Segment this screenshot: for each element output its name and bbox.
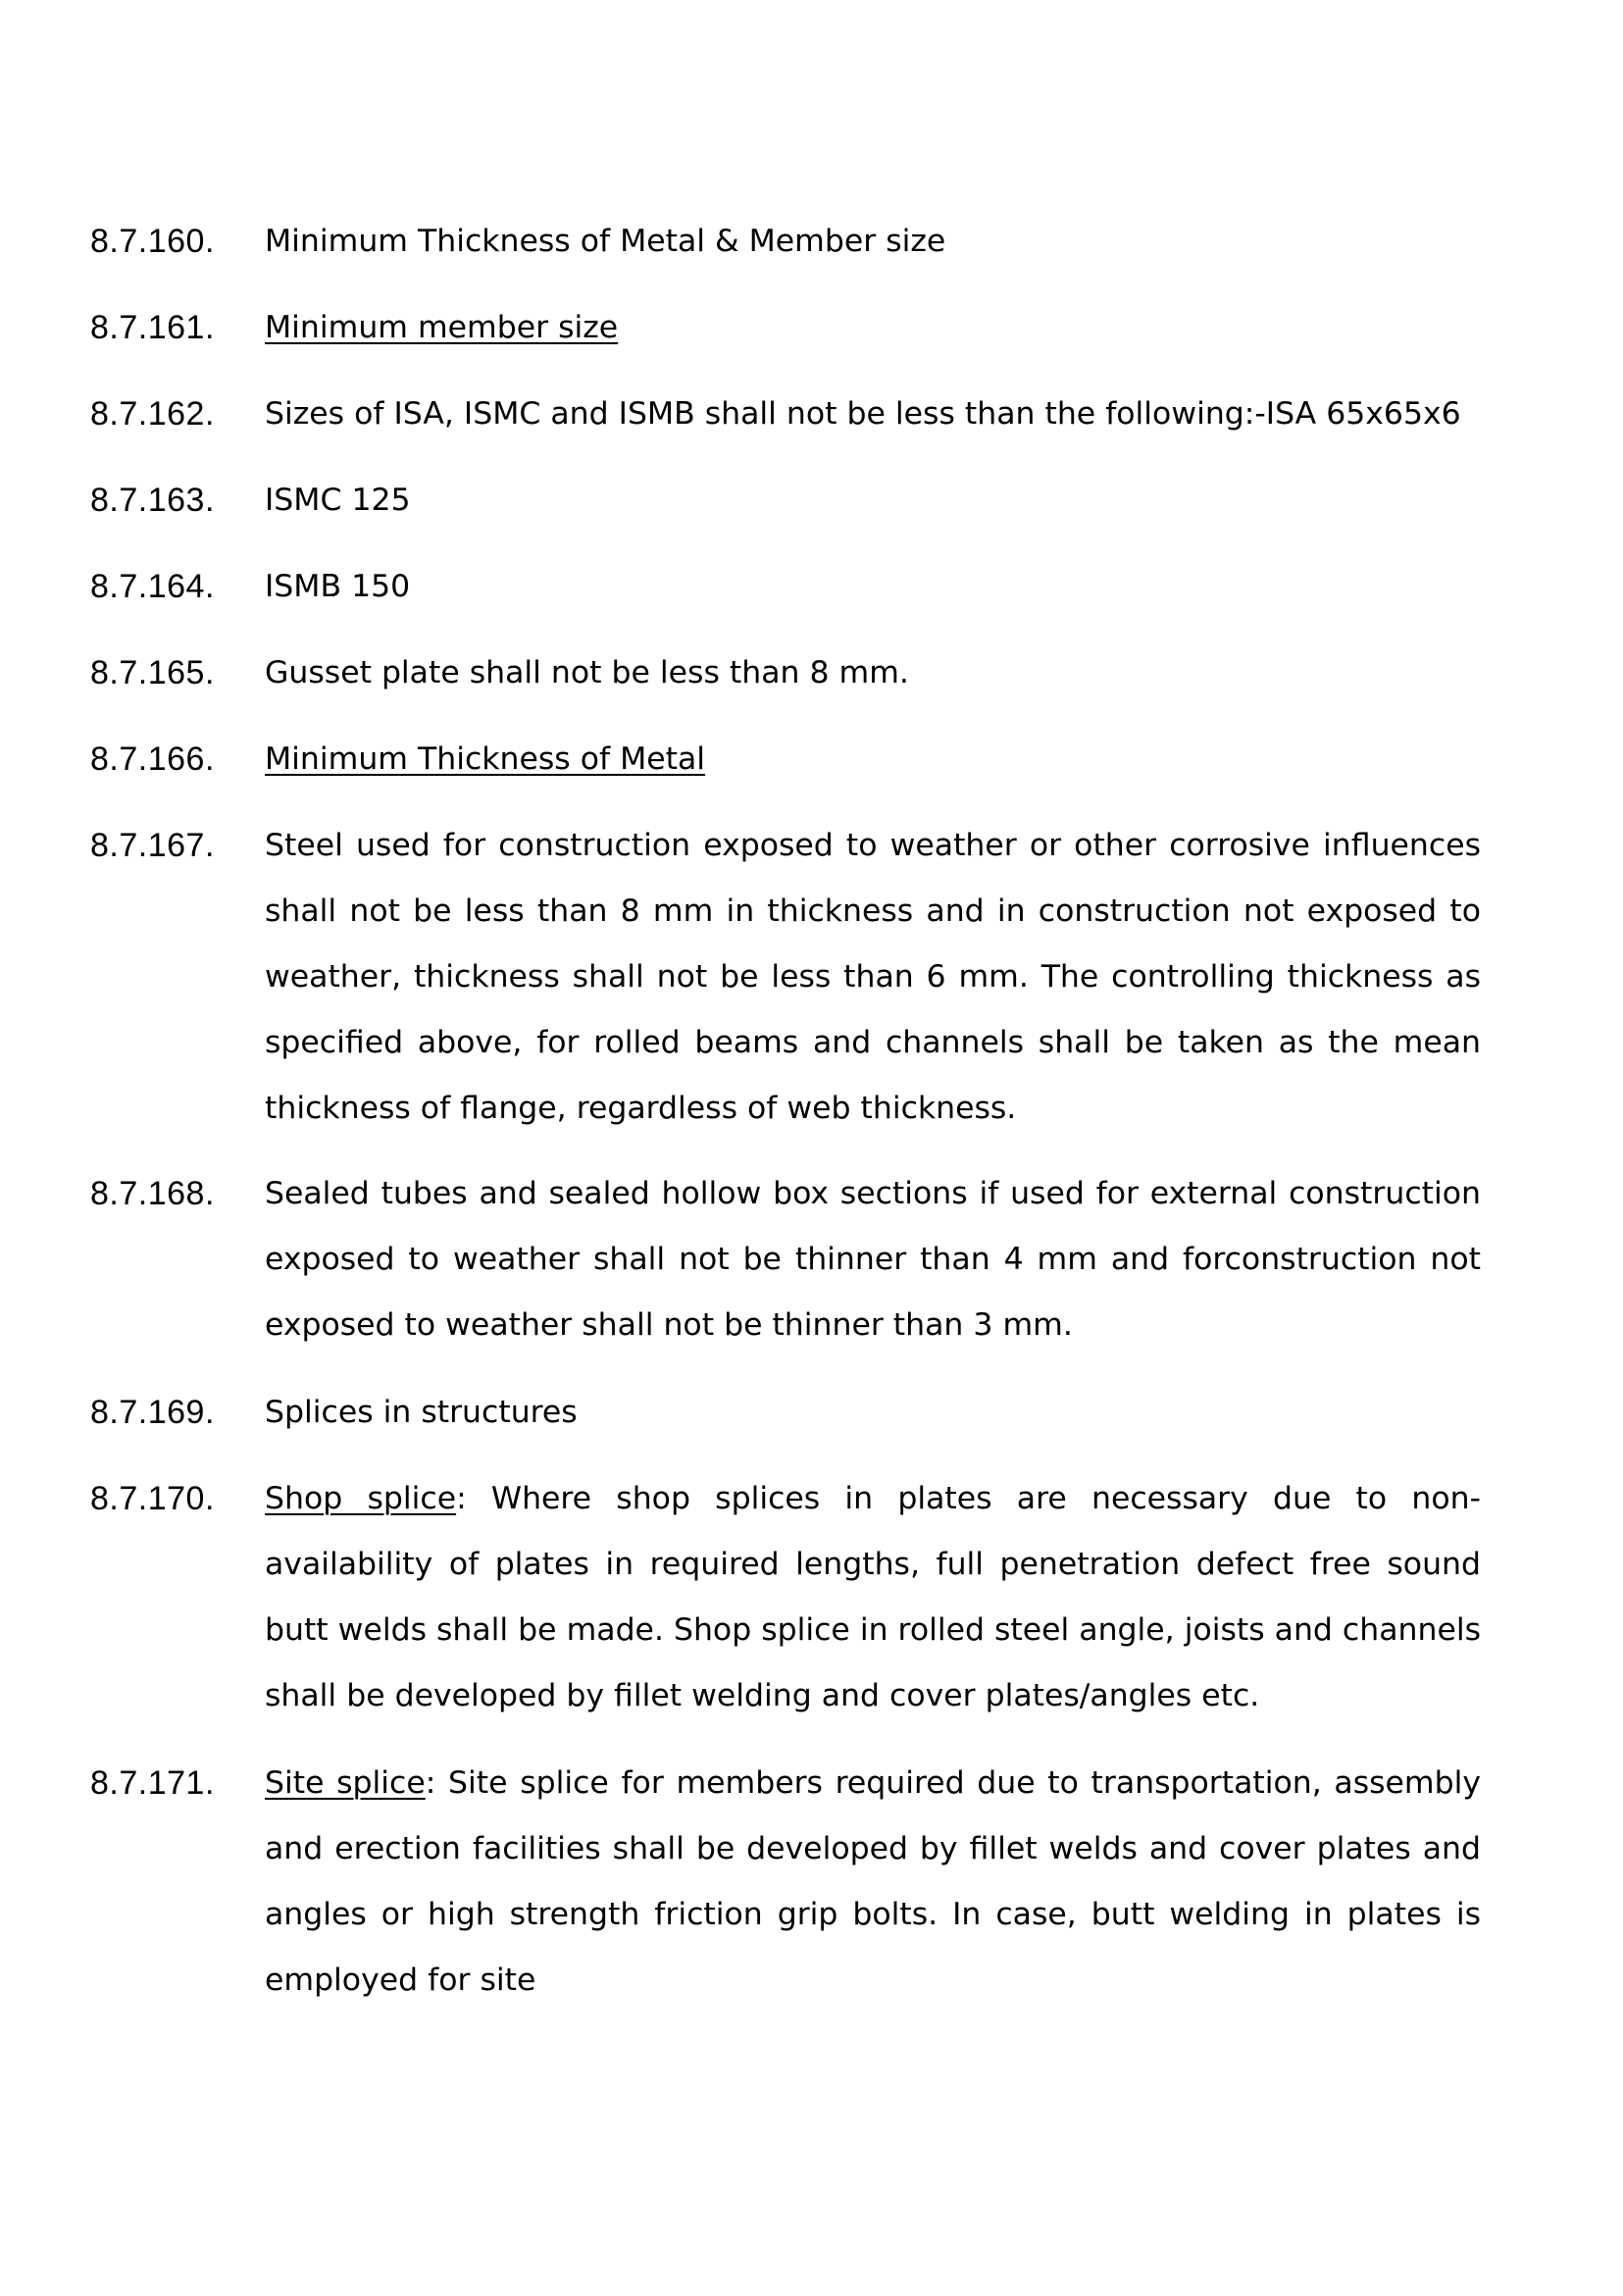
- clause-number: 8.7.164.: [90, 568, 215, 605]
- clause-text: : Where shop splices in plates are necessary due to non- availability of plates in required lengths, full penetration defect free sound butt welds shall be made. Shop splice in rolled steel angle, joists and channels shall be developed by fillet welding and cover plates/angles etc.: [265, 1481, 1481, 1713]
- clause-text: Sealed tubes and sealed hollow box sections if used for external construction exposed to weather shall not be thinner than 4 mm and forconstruction not exposed to weather shall not be thinner than 3 mm.: [265, 1176, 1481, 1343]
- clause-number: 8.7.170.: [90, 1480, 215, 1517]
- clause-text: Sizes of ISA, ISMC and ISMB shall not be less than the following:-ISA 65x65x6: [265, 396, 1461, 432]
- clause-number: 8.7.169.: [90, 1394, 215, 1431]
- clause-body: [265, 1751, 1481, 2014]
- clause-text: ISMC 125: [265, 483, 411, 518]
- clause-heading: Shop splice: [265, 1481, 457, 1516]
- clause-text: Gusset plate shall not be less than 8 mm.: [265, 655, 909, 690]
- clause-number: 8.7.168.: [90, 1175, 215, 1212]
- clause-number: 8.7.163.: [90, 482, 215, 519]
- clause-text: Splices in structures: [265, 1395, 578, 1430]
- clause-number: 8.7.171.: [90, 1764, 215, 1802]
- clause-body: [265, 1466, 1481, 1729]
- clause-number: 8.7.165.: [90, 654, 215, 691]
- clause-text: Steel used for construction exposed to weather or other corrosive influences shall not be less than 8 mm in thickness and in construction not exposed to weather, thickness shall not be less than 6 mm. The controlling thickness as specified above, for rolled beams and channels shall be taken as the mean thickness of flange, regardless of web thickness.: [265, 828, 1481, 1126]
- clause-heading-text: [265, 295, 1481, 361]
- clause-heading: Minimum Thickness of Metal: [265, 741, 706, 777]
- clause-text: : Site splice for members required due to transportation, assembly and erection facilities shall be developed by fillet welds and cover plates and angles or high strength friction grip bolts. In case, butt welding in plates is employed for site: [265, 1765, 1482, 1998]
- clause-text: Minimum Thickness of Metal & Member size: [265, 224, 946, 259]
- clause-heading: Site splice: [265, 1765, 426, 1801]
- clause-heading: Minimum member size: [265, 310, 619, 345]
- clause-number: 8.7.160.: [90, 223, 215, 260]
- clause-number: 8.7.161.: [90, 309, 215, 346]
- clause-number: 8.7.162.: [90, 395, 215, 433]
- clause-number: 8.7.166.: [90, 740, 215, 778]
- clause-number: 8.7.167.: [90, 827, 215, 864]
- clause-heading-text: [265, 727, 1481, 792]
- clause-text: ISMB 150: [265, 569, 411, 604]
